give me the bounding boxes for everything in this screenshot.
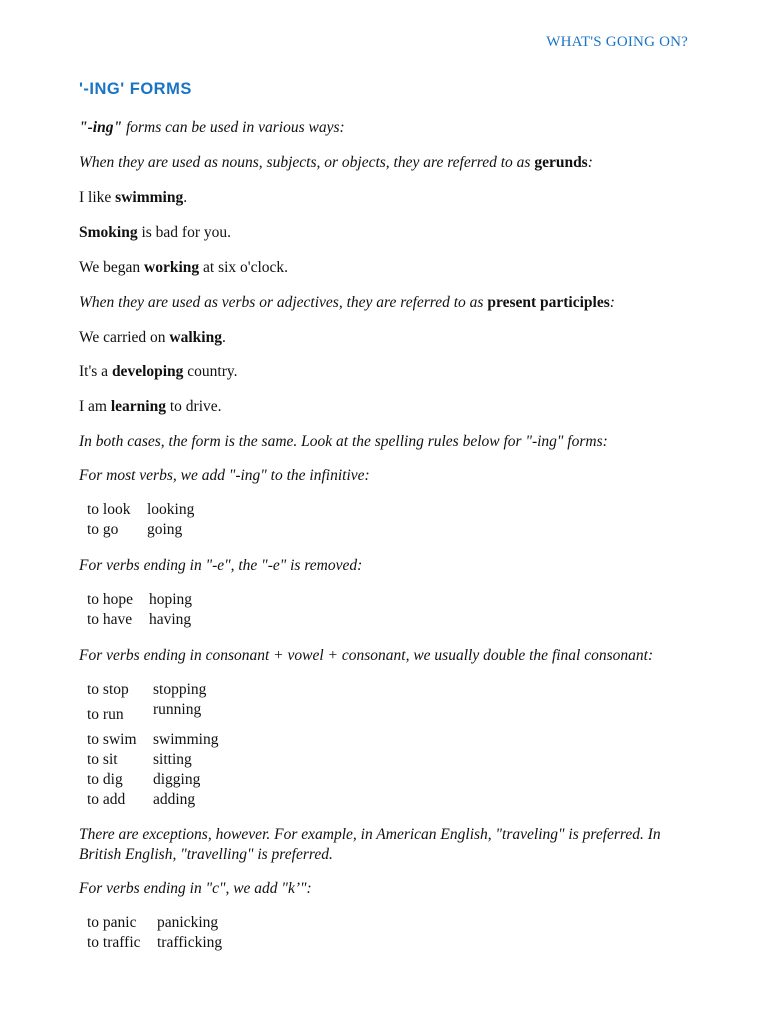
table-row (87, 610, 191, 630)
ing-form-cell: looking (147, 501, 195, 518)
table-row (87, 933, 222, 953)
infinitive-cell: to sit (87, 751, 118, 768)
intro-paragraph (79, 118, 345, 138)
example-walking (79, 328, 226, 348)
example-developing (79, 362, 238, 382)
example-text: I am (79, 398, 111, 415)
table-row (87, 730, 218, 750)
page-header: WHAT'S GOING ON? (546, 34, 688, 50)
table-row (87, 590, 192, 610)
example-working (79, 258, 288, 278)
gerund-term: gerunds (534, 154, 588, 171)
infinitive-cell: to dig (87, 771, 123, 788)
example-keyword: developing (111, 363, 184, 380)
section-title: '-ING' FORMS (79, 80, 192, 98)
example-learning (79, 397, 222, 417)
table-row (87, 520, 182, 540)
ing-form-cell: digging (153, 771, 201, 788)
participle-colon: : (609, 294, 615, 311)
intro-term: "-ing" (79, 119, 123, 136)
example-punct: . (183, 189, 188, 206)
example-text: I like (79, 189, 116, 206)
example-text: is bad for you. (137, 224, 232, 241)
example-keyword: working (144, 259, 200, 276)
infinitive-cell: to go (87, 521, 119, 538)
example-text: to drive. (165, 398, 222, 415)
participle-term: present participles (487, 294, 610, 311)
example-text: country. (183, 363, 238, 380)
table-row (87, 913, 218, 933)
ing-form-cell: panicking (157, 914, 219, 931)
example-keyword: learning (110, 398, 166, 415)
table-row (87, 770, 200, 790)
table-row (87, 500, 194, 520)
table-row (87, 680, 206, 700)
ing-form-cell: running (153, 701, 202, 718)
ing-form-cell: trafficking (157, 934, 223, 951)
example-keyword: walking (169, 329, 222, 346)
gerund-text: When they are used as nouns, subjects, or objects, they are referred to as (79, 154, 535, 171)
example-text: We carried on (79, 329, 170, 346)
example-keyword: swimming (115, 189, 184, 206)
ing-form-cell: sitting (153, 751, 192, 768)
table-row (87, 750, 192, 770)
spelling-paragraph: In both cases, the form is the same. Look at the spelling rules below for "-ing" forms: (79, 433, 608, 450)
intro-text: forms can be used in various ways: (122, 119, 345, 136)
infinitive-cell: to swim (87, 731, 137, 748)
exceptions-paragraph: There are exceptions, however. For example, in American English, "traveling" is preferred. In British English, "travelling" is preferred. (79, 826, 661, 863)
infinitive-cell: to look (87, 501, 131, 518)
gerund-colon: : (587, 154, 593, 171)
participle-paragraph (79, 293, 615, 313)
gerund-paragraph (79, 153, 593, 173)
example-text: at six o'clock. (199, 259, 289, 276)
rule-ending-e: For verbs ending in "-e", the "-e" is removed: (79, 557, 363, 574)
example-swimming (79, 188, 187, 208)
ing-form-cell: going (147, 521, 183, 538)
rule-most-verbs: For most verbs, we add "-ing" to the infinitive: (79, 467, 370, 484)
table-row (87, 790, 195, 810)
infinitive-cell: to add (87, 791, 126, 808)
example-text: We began (79, 259, 145, 276)
example-keyword: Smoking (79, 224, 138, 241)
example-smoking (79, 223, 231, 243)
infinitive-cell: to have (87, 611, 133, 628)
example-text: It's a (79, 363, 112, 380)
infinitive-cell: to stop (87, 681, 129, 698)
infinitive-cell: to hope (87, 591, 134, 608)
infinitive-cell: to panic (87, 914, 137, 931)
rule-double-consonant: For verbs ending in consonant + vowel + consonant, we usually double the final consonant: (79, 647, 654, 664)
participle-text: When they are used as verbs or adjectives, they are referred to as (79, 294, 488, 311)
ing-form-cell: swimming (153, 731, 219, 748)
ing-form-cell: adding (153, 791, 196, 808)
infinitive-cell: to run (87, 706, 124, 723)
infinitive-cell: to traffic (87, 934, 141, 951)
example-punct: . (221, 329, 226, 346)
rule-ending-c: For verbs ending in "c", we add "k’": (79, 880, 312, 897)
ing-form-cell: stopping (153, 681, 207, 698)
ing-form-cell: hoping (149, 591, 193, 608)
ing-form-cell: having (149, 611, 192, 628)
table-row (87, 701, 202, 725)
